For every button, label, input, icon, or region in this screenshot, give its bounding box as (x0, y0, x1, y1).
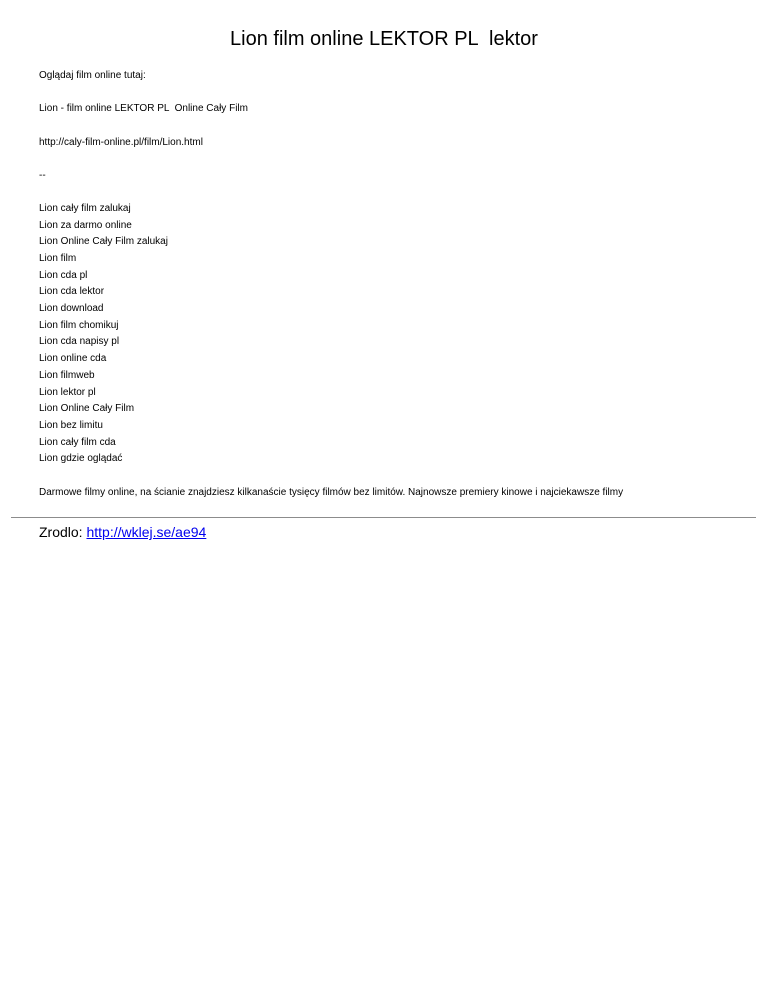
source-link[interactable]: http://wklej.se/ae94 (86, 524, 207, 540)
keyword-item: Lion Online Cały Film zalukaj (39, 236, 168, 247)
keyword-item: Lion online cda (39, 353, 107, 364)
source-label: Zrodlo: (39, 524, 87, 540)
intro-text: Oglądaj film online tutaj: (39, 70, 146, 81)
keyword-item: Lion film chomikuj (39, 320, 119, 331)
keyword-item: Lion filmweb (39, 370, 95, 381)
keyword-item: Lion cały film zalukaj (39, 203, 131, 214)
keyword-item: Lion cda napisy pl (39, 336, 120, 347)
keyword-item: Lion za darmo online (39, 220, 132, 231)
separator: -- (39, 170, 46, 181)
source-line (39, 523, 206, 541)
keyword-item: Lion cały film cda (39, 437, 116, 448)
keyword-item: Lion Online Cały Film (39, 403, 135, 414)
page-title: Lion film online LEKTOR PL lektor (230, 28, 538, 50)
description-text: Darmowe filmy online, na ścianie znajdziesz kilkanaście tysięcy filmów bez limitów. Najnowsze premiery kinowe i najciekawsze filmy (39, 487, 624, 498)
divider (11, 517, 756, 518)
keyword-item: Lion film (39, 253, 77, 264)
keyword-item: Lion download (39, 303, 104, 314)
keyword-item: Lion cda lektor (39, 286, 105, 297)
keyword-item: Lion cda pl (39, 270, 88, 281)
keyword-item: Lion gdzie oglądać (39, 453, 123, 464)
film-url: http://caly-film-online.pl/film/Lion.html (39, 137, 203, 148)
keyword-item: Lion bez limitu (39, 420, 103, 431)
keyword-item: Lion lektor pl (39, 387, 96, 398)
film-link-text: Lion - film online LEKTOR PL Online Cały Film (39, 103, 248, 114)
